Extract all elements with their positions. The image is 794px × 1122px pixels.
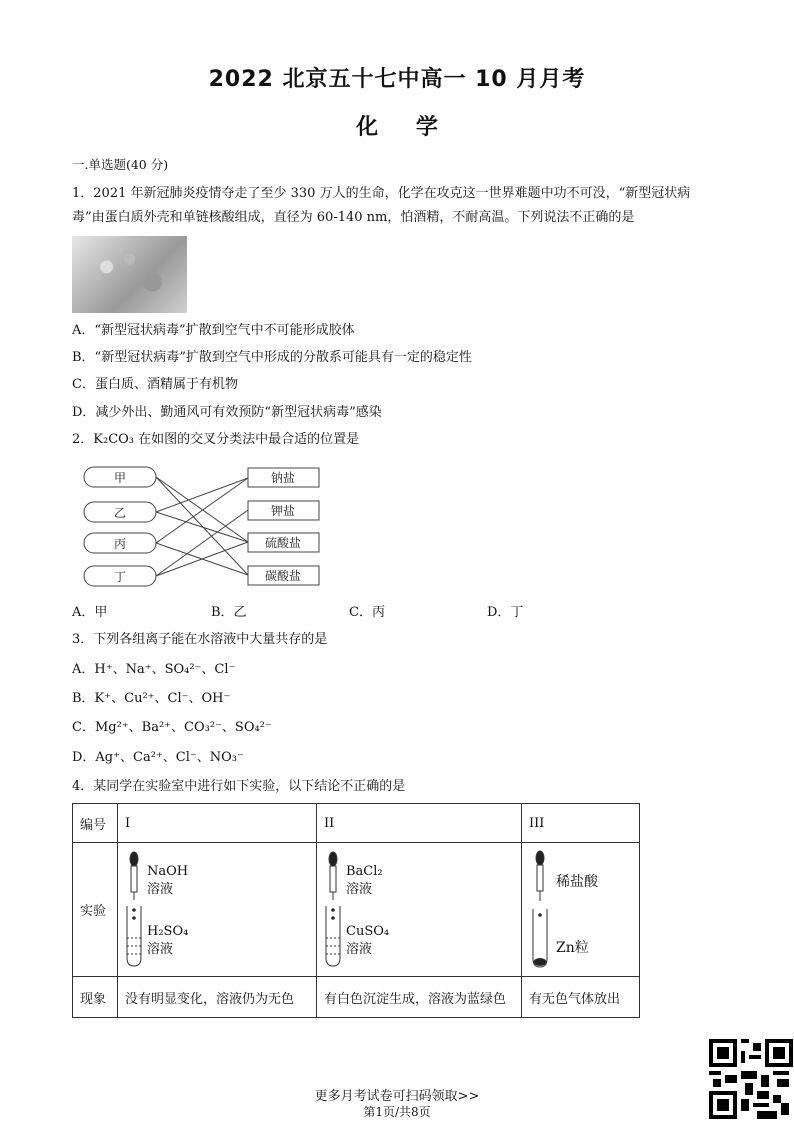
exp2-reagent-top-solution: 溶液	[346, 882, 373, 897]
q2-option-c: C．丙	[349, 605, 385, 620]
exam-title: 2022 北京五十七中高一 10 月月考	[208, 67, 586, 92]
q1-option-a: A．“新型冠状病毒”扩散到空气中不可能形成胶体	[72, 323, 355, 338]
header-col-3: III	[522, 804, 640, 843]
right-label-sulfate: 硫酸盐	[264, 536, 302, 550]
left-label-jia: 甲	[113, 471, 127, 485]
row-label-experiment: 实验	[73, 843, 118, 977]
q3-option-b: B．K⁺、Cu²⁺、Cl⁻、OH⁻	[72, 691, 231, 706]
exp1-reagent-top: NaOH	[147, 864, 189, 879]
experiment-3-cell	[522, 843, 640, 977]
experiment-table	[72, 803, 640, 1018]
q3-option-c: C．Mg²⁺、Ba²⁺、CO₃²⁻、SO₄²⁻	[72, 720, 272, 735]
experiment-2-cell	[317, 843, 522, 977]
q3-stem: 3．下列各组离子能在水溶液中大量共存的是	[72, 632, 328, 647]
header-col-1: I	[118, 804, 317, 843]
header-label: 编号	[73, 804, 118, 843]
exp1-reagent-bottom-solution: 溶液	[147, 942, 174, 957]
q1-stem-line1: 1．2021 年新冠肺炎疫情夺走了至少 330 万人的生命，化学在攻克这一世界难题中功不可没，“新型冠状病	[72, 186, 691, 201]
right-label-potassium: 钾盐	[270, 504, 296, 518]
exp2-reagent-bottom: CuSO₄	[346, 924, 390, 939]
subject-title: 化 学	[356, 115, 438, 140]
q2-option-b: B．乙	[211, 605, 247, 620]
q2-option-a: A．甲	[72, 605, 108, 620]
exp2-reagent-bottom-solution: 溶液	[346, 942, 373, 957]
row-label-observation: 现象	[73, 977, 118, 1018]
cross-classification-diagram	[82, 462, 327, 592]
experiment-1-cell	[118, 843, 317, 977]
exp2-reagent-top: BaCl₂	[346, 864, 383, 879]
table-header-row	[73, 804, 640, 843]
exp1-reagent-bottom: H₂SO₄	[147, 924, 189, 939]
section-heading: 一.单选题(40 分)	[72, 157, 169, 172]
left-label-bing: 丙	[113, 537, 127, 551]
left-label-yi: 乙	[113, 506, 127, 520]
exp1-reagent-top-solution: 溶液	[147, 882, 174, 897]
right-label-sodium: 钠盐	[270, 471, 296, 485]
q3-option-a: A．H⁺、Na⁺、SO₄²⁻、Cl⁻	[72, 662, 236, 677]
footer-promo-link[interactable]: 更多月考试卷可扫码领取>>	[314, 1089, 480, 1104]
table-observation-row	[73, 977, 640, 1018]
table-experiment-row	[73, 843, 640, 977]
q1-stem-line2: 毒”由蛋白质外壳和单链核酸组成，直径为 60-140 nm，怕酒精，不耐高温。下列说法不正确的是	[72, 210, 635, 225]
exp3-reagent-bottom: Zn粒	[556, 940, 589, 956]
exp3-reagent-top: 稀盐酸	[556, 874, 598, 890]
observation-2: 有白色沉淀生成，溶液为蓝绿色	[317, 977, 522, 1018]
page-number: 第1页/共8页	[363, 1105, 431, 1119]
q1-option-c: C．蛋白质、酒精属于有机物	[72, 377, 238, 392]
left-label-ding: 丁	[113, 570, 127, 584]
observation-1: 没有明显变化，溶液仍为无色	[118, 977, 317, 1018]
q1-option-d: D．减少外出、勤通风可有效预防“新型冠状病毒”感染	[72, 405, 382, 420]
q4-stem: 4．某同学在实验室中进行如下实验，以下结论不正确的是	[72, 779, 406, 794]
coronavirus-image	[72, 236, 187, 313]
observation-3: 有无色气体放出	[522, 977, 640, 1018]
q1-option-b: B．“新型冠状病毒”扩散到空气中形成的分散系可能具有一定的稳定性	[72, 350, 472, 365]
q3-option-d: D．Ag⁺、Ca²⁺、Cl⁻、NO₃⁻	[72, 750, 244, 765]
q2-option-d: D．丁	[487, 605, 524, 620]
header-col-2: II	[317, 804, 522, 843]
q2-stem: 2．K₂CO₃ 在如图的交叉分类法中最合适的位置是	[72, 432, 360, 447]
right-label-carbonate: 碳酸盐	[264, 569, 302, 583]
